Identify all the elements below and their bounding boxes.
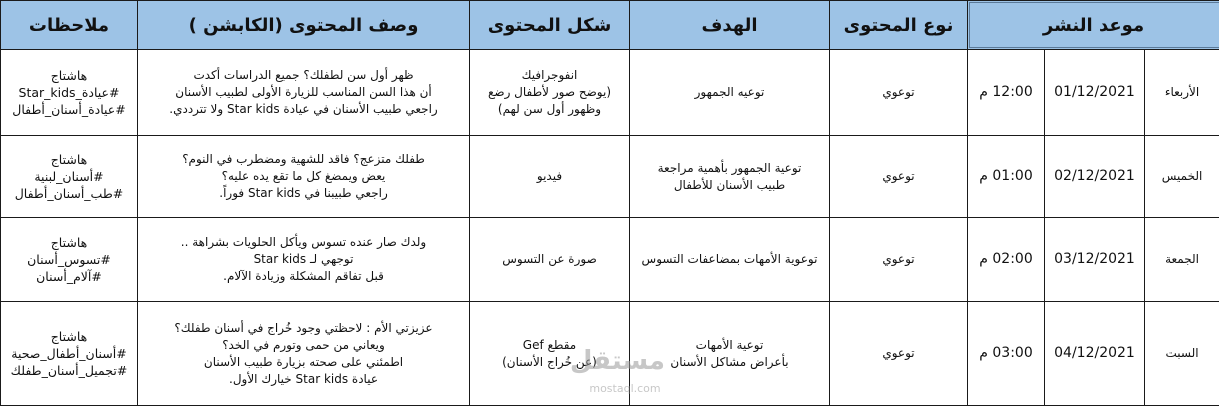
caption-cell-line: عزيزتي الأم : لاحظتي وجود خُراج في أسنان طفلك؟ <box>174 320 433 335</box>
format-cell-line: (يوضح صور لأطفال رضع <box>488 85 611 99</box>
notes-cell-line: #آلام_أسنان <box>36 269 102 284</box>
watermark-subtext: mostaql.com <box>589 382 661 395</box>
format-cell[interactable] <box>470 136 630 218</box>
time-cell[interactable]: 02:00 م <box>968 218 1045 302</box>
format-cell[interactable] <box>470 218 630 302</box>
header-format: شكل المحتوى <box>470 1 630 50</box>
notes-cell[interactable] <box>1 218 138 302</box>
type-cell[interactable]: توعوي <box>830 302 968 406</box>
format-cell-line: وظهور أول سن لهم) <box>497 102 602 116</box>
day-cell[interactable]: السبت <box>1145 302 1219 406</box>
date-cell[interactable]: 04/12/2021 <box>1045 302 1145 406</box>
caption-cell-line: طفلك متزعج؟ فاقد للشهية ومضطرب في النوم؟ <box>182 152 425 166</box>
notes-cell-line: هاشتاج <box>50 68 88 83</box>
notes-cell-line: هاشتاج <box>50 152 88 167</box>
header-publish-date <box>968 1 1219 50</box>
notes-cell-line: #عيادة_Star_kids <box>18 85 120 100</box>
goal-cell[interactable] <box>630 302 830 406</box>
day-cell[interactable]: الخميس <box>1145 136 1219 218</box>
caption-cell[interactable] <box>138 302 470 406</box>
time-cell[interactable]: 03:00 م <box>968 302 1045 406</box>
format-cell-line: صورة عن التسوس <box>502 252 597 266</box>
caption-cell-line: ولدك صار عنده تسوس ويأكل الحلويات بشراهة .. <box>180 235 427 249</box>
caption-cell-line: اطمئني على صحته بزيارة طبيب الأسنان <box>203 354 404 369</box>
format-cell[interactable] <box>470 50 630 136</box>
type-cell[interactable]: توعوي <box>830 136 968 218</box>
goal-cell[interactable] <box>630 218 830 302</box>
goal-cell-line: بأعراض مشاكل الأسنان <box>670 354 789 369</box>
format-cell-line: فيديو <box>536 169 563 183</box>
caption-cell[interactable] <box>138 50 470 136</box>
time-cell[interactable]: 01:00 م <box>968 136 1045 218</box>
day-cell[interactable]: الجمعة <box>1145 218 1219 302</box>
caption-cell-line: يعض ويمضغ كل ما تقع يده عليه؟ <box>221 169 386 183</box>
format-cell-line: (عن خُراج الأسنان) <box>502 354 597 369</box>
time-cell[interactable]: 12:00 م <box>968 50 1045 136</box>
notes-cell-line: #عيادة_أسنان_أطفال <box>12 102 126 117</box>
notes-cell[interactable] <box>1 50 138 136</box>
notes-cell-line: هاشتاج <box>50 235 88 250</box>
format-cell-line: انفوجرافيك <box>521 68 578 82</box>
notes-cell-line: #طب_أسنان_أطفال <box>14 186 124 201</box>
caption-cell-line: أن هذا السن المناسب للزيارة الأولى لطبيب الأسنان <box>175 85 432 99</box>
caption-cell-line: توجهي لـ Star kids <box>253 252 354 266</box>
format-cell-line: مقطع Gef <box>522 337 577 352</box>
table-row <box>1 302 1219 406</box>
type-cell[interactable]: توعوي <box>830 218 968 302</box>
caption-cell[interactable] <box>138 136 470 218</box>
notes-cell-line: هاشتاج <box>50 329 88 344</box>
format-cell[interactable] <box>470 302 630 406</box>
date-cell[interactable]: 02/12/2021 <box>1045 136 1145 218</box>
notes-cell-line: #أسنان_لبنية <box>34 169 104 184</box>
header-caption: وصف المحتوى (الكابشن ) <box>138 1 470 50</box>
goal-cell-line: توعية الجمهور بأهمية مراجعة <box>657 160 802 175</box>
caption-cell-line: عيادة Star kids خيارك الأول. <box>229 371 378 386</box>
table-row <box>1 50 1219 136</box>
goal-cell-line: طبيب الأسنان للأطفال <box>673 177 786 192</box>
caption-cell-line: راجعي طبيبنا في Star kids فوراً. <box>219 186 388 200</box>
table-row <box>1 218 1219 302</box>
notes-cell-line: #تسوس_أسنان <box>27 252 111 267</box>
date-cell[interactable]: 01/12/2021 <box>1045 50 1145 136</box>
header-row <box>1 1 1219 50</box>
type-cell[interactable]: توعوي <box>830 50 968 136</box>
header-notes: ملاحظات <box>1 1 138 50</box>
header-type: نوع المحتوى <box>830 1 968 50</box>
header-goal: الهدف <box>630 1 830 50</box>
caption-cell-line: ويعاني من حمى وتورم في الخد؟ <box>222 337 385 352</box>
goal-cell[interactable] <box>630 50 830 136</box>
watermark-text: مستقل <box>569 346 665 376</box>
notes-cell[interactable] <box>1 136 138 218</box>
date-cell[interactable]: 03/12/2021 <box>1045 218 1145 302</box>
caption-cell-line: راجعي طبيب الأسنان في عيادة Star kids ولا تترددي. <box>169 102 438 116</box>
caption-cell-line: قبل تفاقم المشكلة وزيادة الآلام. <box>223 269 384 283</box>
notes-cell[interactable] <box>1 302 138 406</box>
notes-cell-line: #تجميل_أسنان_طفلك <box>10 363 128 378</box>
caption-cell[interactable] <box>138 218 470 302</box>
goal-cell-line: توعية الأمهات <box>695 337 764 352</box>
caption-cell-line: ظهر أول سن لطفلك؟ جميع الدراسات أكدت <box>193 68 414 82</box>
goal-cell-line: توعوية الأمهات بمضاعفات التسوس <box>641 252 818 266</box>
header-publish-date-label: موعد النشر <box>1042 14 1145 36</box>
notes-cell-line: #أسنان_أطفال_صحية <box>11 346 127 361</box>
selected-cell-frame <box>969 2 1219 48</box>
goal-cell-line: توعيه الجمهور <box>694 85 765 99</box>
table-row <box>1 136 1219 218</box>
day-cell[interactable]: الأربعاء <box>1145 50 1219 136</box>
goal-cell[interactable] <box>630 136 830 218</box>
